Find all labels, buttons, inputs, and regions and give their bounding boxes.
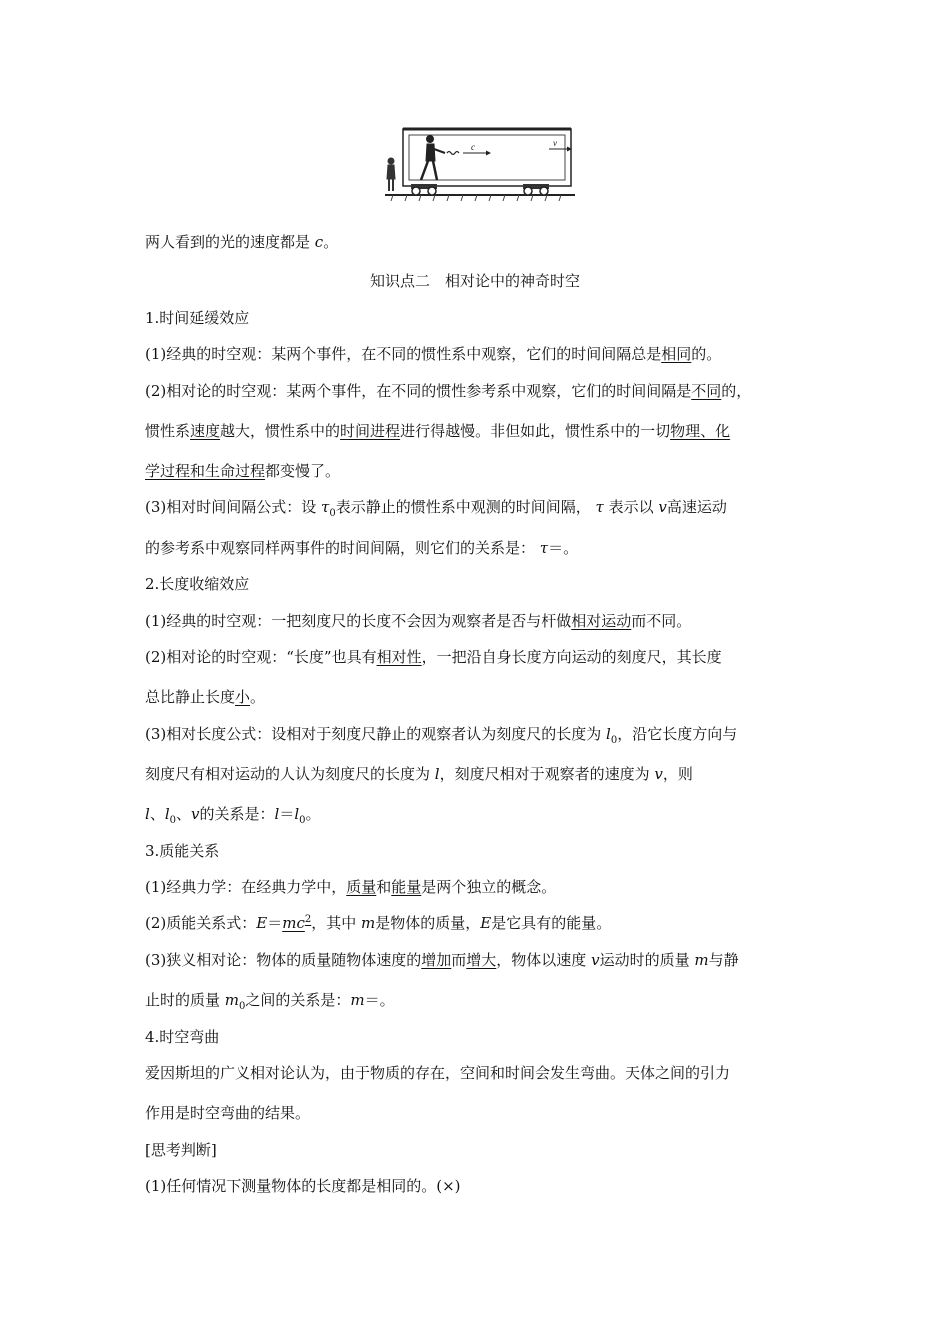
text-run: m [350,991,365,1009]
text-run: ＝ [267,914,283,932]
paragraph-line [145,538,578,558]
ground-observer [387,158,395,191]
text-run: 运动时的质量 [599,951,695,969]
text-run: 刻度尺有相对运动的人认为刻度尺的长度为 [145,765,435,783]
text-run: ，其中 [311,914,361,932]
paragraph-line [145,461,340,481]
text-run: 之间的关系是： [245,991,351,1009]
text-run: 。 [250,688,266,706]
text-run: τ [539,539,549,557]
text-run: τ [321,498,330,516]
underlined-answer: mc [282,914,305,932]
judgment-item [145,1176,461,1196]
underlined-answer: 小 [235,688,251,706]
text-run: (1)经典的时空观：某两个事件，在不同的惯性系中观察，它们的时间间隔总是 [145,345,662,363]
paragraph-line [145,1063,730,1083]
text-run: (3)相对长度公式：设相对于刻度尺静止的观察者认为刻度尺的长度为 [145,725,607,743]
text-run: m [694,951,709,969]
paragraph-line [145,764,693,784]
text-run: 进行得越慢。非但如此，惯性系中的一切 [400,422,671,440]
paragraph-line [145,647,722,667]
text-run: 两人看到的光的速度都是 [145,233,315,251]
text-run: 。 [323,233,339,251]
text-run: 、 [149,805,165,823]
text-run: m [224,991,240,1009]
text-run: 0 [169,815,177,826]
wheel-set-right [523,184,549,195]
paragraph-line [145,611,691,631]
subheading-mass-energy [145,841,219,861]
paragraph-line [145,497,727,517]
text-run: (3)狭义相对论：物体的质量随物体速度的 [145,951,422,969]
text-run: 、 [176,805,192,823]
light-speed-label: c [471,142,475,152]
text-run: (1)经典的时空观：一把刻度尺的长度不会因为观察者是否与杆做 [145,612,572,630]
train-light-figure [383,125,577,203]
text-run: E [256,914,268,932]
underlined-answer: 不同 [691,382,722,400]
paragraph-line [145,344,721,364]
text-run: ，沿它长度方向与 [617,725,738,743]
underlined-answer: 增大 [466,951,497,969]
text-run: 的参考系中观察同样两事件的时间间隔，则它们的关系是： [145,539,540,557]
text-run: 是它具有的能量。 [491,914,612,932]
paragraph-line [145,877,556,897]
text-run: 都变慢了。 [265,462,341,480]
text-run: 知识点二 相对论中的神奇时空 [369,272,580,290]
text-run: 爱因斯坦的广义相对论认为，由于物质的存在，空间和时间会发生弯曲。天体之间的引力 [145,1064,731,1082]
text-run: 与静 [708,951,739,969]
text-run: 0 [329,508,336,519]
text-run: 而 [451,951,467,969]
text-run: 越大，惯性系中的 [220,422,341,440]
text-run: 是两个独立的概念。 [421,878,557,896]
text-run: (3)相对时间间隔公式：设 [145,498,322,516]
paragraph-line [145,913,611,933]
text-run: v [591,951,600,969]
text-run: 高速运动 [666,498,727,516]
text-run: 和 [376,878,392,896]
underlined-answer: 物理、化 [670,422,731,440]
text-run: ＝。 [364,991,395,1009]
text-run: v [658,498,667,516]
text-run: 是物体的质量， [375,914,481,932]
paragraph-line [145,381,751,401]
text-run: l [145,805,150,823]
text-run: m [361,914,376,932]
text-run: (2)相对论的时空观：某两个事件，在不同的惯性参考系中观察，它们的时间间隔是 [145,382,692,400]
text-run: ，一把沿自身长度方向运动的刻度尺，其长度 [421,648,722,666]
text-run: l [294,805,300,823]
text-run: 的关系是： [199,805,275,823]
paragraph-line [145,1103,310,1123]
text-run: 2.长度收缩效应 [145,575,250,593]
text-run: ，则 [662,765,693,783]
subheading-length-contraction [145,574,249,594]
text-run: 表示静止的惯性系中观测的时间间隔， [335,498,596,516]
paragraph-line [145,724,737,744]
text-run: τ [595,498,604,516]
text-run: 总比静止长度 [145,688,236,706]
underlined-answer: 增加 [421,951,452,969]
underlined-answer: 速度 [190,422,221,440]
text-run: 止时的质量 [145,991,225,1009]
paragraph-line [145,421,730,441]
underlined-answer: 质量 [346,878,377,896]
text-run: l [164,805,170,823]
text-run: [思考判断] [145,1141,217,1159]
text-run: 3.质能关系 [145,842,220,860]
underlined-answer: 学过程和生命过程 [145,462,266,480]
text-run: 0 [610,735,618,746]
text-run: ＝ [279,805,295,823]
text-run: 1.时间延缓效应 [145,309,250,327]
text-run: ，物体以速度 [496,951,592,969]
text-run: v [191,805,200,823]
text-run: l [274,805,280,823]
text-run: c [314,233,324,251]
text-run: 的， [721,382,752,400]
underlined-answer: 相对运动 [571,612,632,630]
subheading-time-dilation [145,308,249,328]
paragraph-line [145,950,739,970]
underlined-answer: 相对性 [376,648,422,666]
paragraph-line [145,804,321,824]
intro-light-speed [145,232,338,252]
text-run: 0 [299,815,306,826]
text-run: 的。 [691,345,722,363]
text-run: (1)经典力学：在经典力学中， [145,878,347,896]
text-run: 而不同。 [631,612,692,630]
text-run: 4.时空弯曲 [145,1028,220,1046]
text-run: v [654,765,663,783]
text-run: 惯性系 [145,422,191,440]
text-run: l [434,765,440,783]
text-run: 。 [305,805,321,823]
text-run: (2)质能关系式： [145,914,257,932]
text-run: ＝。 [548,539,579,557]
paragraph-line [145,990,395,1010]
underlined-answer: 时间进程 [340,422,401,440]
text-run: 表示以 [603,498,659,516]
wheel-set-left [411,184,437,195]
text-run: l [606,725,611,743]
text-run: E [480,914,492,932]
subheading-spacetime-curvature [145,1027,219,1047]
paragraph-line [145,687,265,707]
text-run: (2)相对论的时空观：“长度”也具有 [145,648,377,666]
underlined-answer: 2 [304,914,312,925]
thinking-judgment-heading [145,1140,217,1160]
text-run: 作用是时空弯曲的结果。 [145,1104,311,1122]
train-velocity-label: v [553,138,557,148]
section-heading [0,271,950,291]
text-run: ，刻度尺相对于观察者的速度为 [439,765,655,783]
text-run: 0 [239,1001,246,1012]
text-run: (1)任何情况下测量物体的长度都是相同的。(×) [145,1177,461,1195]
underlined-answer: 相同 [661,345,692,363]
underlined-answer: 能量 [391,878,422,896]
